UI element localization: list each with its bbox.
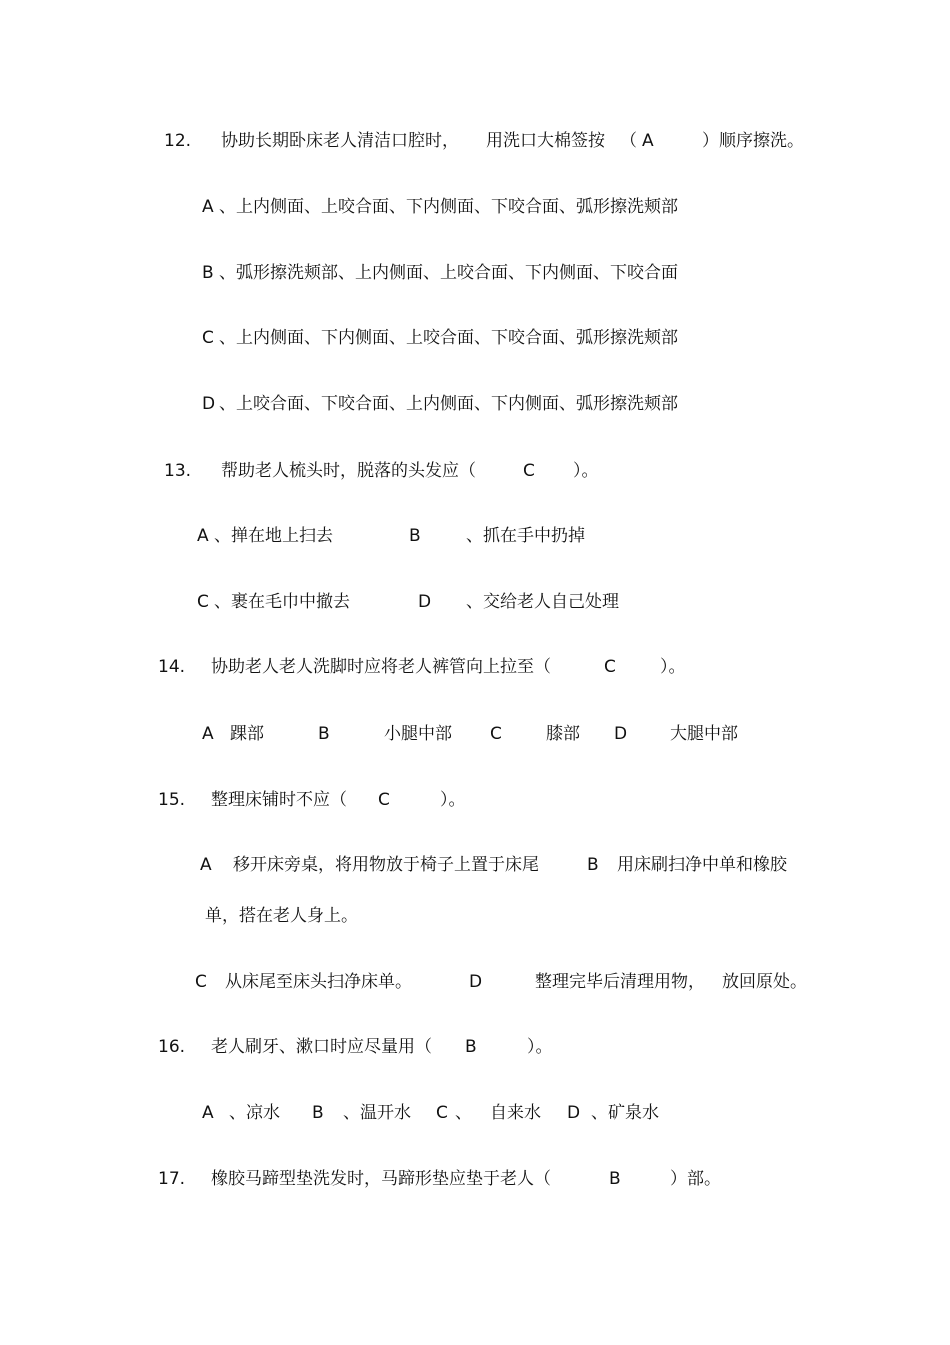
paren-close: ）部。 (670, 1169, 721, 1189)
question-stem: 帮助老人梳头时，脱落的头发应（ (221, 461, 476, 481)
option-text-continued: 单，搭在老人身上。 (205, 906, 358, 926)
options-row-ab (0, 525, 950, 547)
option-text: 从床尾至床头扫净床单。 (225, 972, 412, 992)
option-letter: C (195, 972, 207, 992)
answer-letter: B (465, 1037, 477, 1057)
paren-close: ）。 (573, 461, 599, 481)
option-text: 、弧形擦洗颊部、上内侧面、上咬合面、下内侧面、下咬合面 (219, 263, 678, 283)
option-a (0, 196, 950, 218)
question-number: 17. (158, 1169, 186, 1189)
option-text: 、上内侧面、下内侧面、上咬合面、下咬合面、弧形擦洗颊部 (219, 328, 678, 348)
paren-close: ）顺序擦洗。 (702, 131, 804, 151)
question-stem: 老人刷牙、漱口时应尽量用（ (211, 1037, 432, 1057)
option-text: 用床刷扫净中单和橡胶 (617, 855, 787, 875)
question-number: 15. (158, 790, 186, 810)
question-number: 16. (158, 1037, 186, 1057)
answer-letter: C (523, 461, 535, 481)
option-c (0, 327, 950, 349)
option-text: 、 (455, 1103, 472, 1123)
answer-letter: C (604, 657, 616, 677)
answer-letter: A (642, 131, 654, 151)
question-number: 13. (164, 461, 192, 481)
paren-close: ）。 (527, 1037, 553, 1057)
option-letter: B (312, 1103, 324, 1123)
option-text: 、掸在地上扫去 (214, 526, 333, 546)
option-letter: A (202, 724, 214, 744)
option-text: 、上咬合面、下咬合面、上内侧面、下内侧面、弧形擦洗颊部 (219, 394, 678, 414)
option-letter: D (567, 1103, 581, 1123)
option-continuation (0, 905, 950, 927)
option-letter: B (318, 724, 330, 744)
options-row (0, 723, 950, 745)
question-stem: 协助长期卧床老人清洁口腔时， (221, 131, 459, 151)
option-b (0, 262, 950, 284)
question-13 (0, 460, 950, 482)
option-text-continued: 放回原处。 (722, 972, 807, 992)
option-letter: D (202, 394, 216, 414)
option-text: 、温开水 (343, 1103, 411, 1123)
option-text: 小腿中部 (384, 724, 452, 744)
option-text: 、裹在毛巾中撤去 (214, 592, 350, 612)
option-text: 、交给老人自己处理 (466, 592, 619, 612)
options-row-cd (0, 971, 950, 993)
option-text: 、凉水 (229, 1103, 280, 1123)
question-stem-continued: 用洗口大棉签按 (486, 131, 605, 151)
option-letter: A (200, 855, 212, 875)
option-text: 踝部 (230, 724, 264, 744)
question-number: 12. (164, 131, 192, 151)
option-text: 、抓在手中扔掉 (466, 526, 585, 546)
option-letter: A (202, 197, 214, 217)
option-letter: C (197, 592, 209, 612)
option-letter: B (587, 855, 599, 875)
option-text: 、上内侧面、上咬合面、下内侧面、下咬合面、弧形擦洗颊部 (219, 197, 678, 217)
option-text: 移开床旁桌，将用物放于椅子上置于床尾 (233, 855, 539, 875)
question-stem: 协助老人老人洗脚时应将老人裤管向上拉至（ (211, 657, 551, 677)
question-15 (0, 789, 950, 811)
options-row (0, 1102, 950, 1124)
option-letter: D (418, 592, 432, 612)
paren-open: （ (620, 131, 637, 151)
option-d (0, 393, 950, 415)
option-letter: C (202, 328, 214, 348)
option-letter: D (469, 972, 483, 992)
option-letter: C (436, 1103, 448, 1123)
options-row-ab (0, 854, 950, 876)
question-stem: 橡胶马蹄型垫洗发时，马蹄形垫应垫于老人（ (211, 1169, 551, 1189)
question-17 (0, 1168, 950, 1190)
question-stem: 整理床铺时不应（ (211, 790, 347, 810)
option-text: 自来水 (490, 1103, 541, 1123)
option-letter: B (202, 263, 214, 283)
option-letter: B (409, 526, 421, 546)
paren-close: ）。 (440, 790, 466, 810)
question-14 (0, 656, 950, 678)
paren-close: ）。 (660, 657, 686, 677)
options-row-cd (0, 591, 950, 613)
option-letter: C (490, 724, 502, 744)
option-letter: A (197, 526, 209, 546)
option-text: 膝部 (546, 724, 580, 744)
question-number: 14. (158, 657, 186, 677)
answer-letter: C (378, 790, 390, 810)
option-text: 、矿泉水 (591, 1103, 659, 1123)
question-12 (0, 130, 950, 152)
option-letter: D (614, 724, 628, 744)
option-letter: A (202, 1103, 214, 1123)
option-text: 大腿中部 (670, 724, 738, 744)
answer-letter: B (609, 1169, 621, 1189)
option-text: 整理完毕后清理用物， (535, 972, 705, 992)
question-16 (0, 1036, 950, 1058)
